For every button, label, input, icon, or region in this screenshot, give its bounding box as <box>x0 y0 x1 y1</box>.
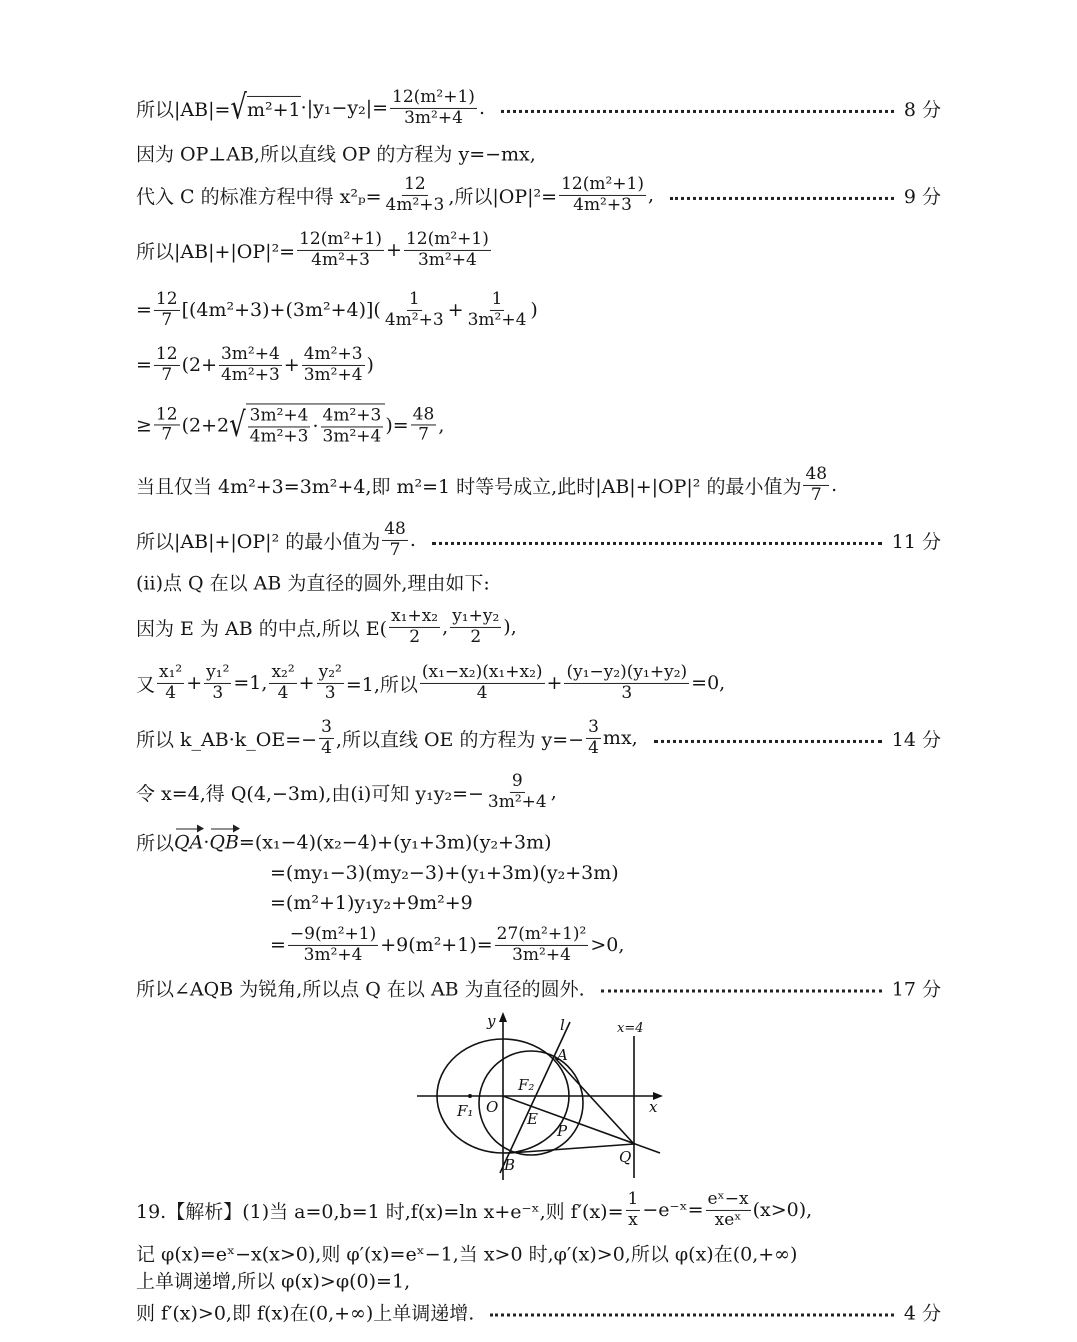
numerator: 12 <box>155 343 178 364</box>
numerator: 4m²+3 <box>322 405 382 426</box>
label-p: P <box>557 1122 568 1140</box>
math-text: , <box>550 781 557 803</box>
text-line <box>136 772 941 812</box>
math-text: , <box>647 184 655 206</box>
denominator: 4m²+3 <box>220 364 280 385</box>
math-text: m²+1 <box>247 98 301 121</box>
math-text: =1, <box>233 672 268 694</box>
numerator: 48 <box>412 403 435 424</box>
math-text: =(x₁−4)(x₂−4)+(y₁+3m)(y₂+3m) <box>238 831 552 853</box>
math-text: =0, <box>691 672 726 694</box>
text-line <box>136 520 941 560</box>
label-e: E <box>527 1110 538 1128</box>
math-text: + <box>447 299 464 321</box>
math-text: . <box>409 529 416 551</box>
denominator: 7 <box>161 364 173 385</box>
denominator: 3m²+4 <box>322 426 382 446</box>
math-text: , <box>438 414 445 436</box>
math-text: 又 <box>136 673 156 696</box>
fraction <box>389 607 440 647</box>
math-text: >0, <box>590 934 625 956</box>
denominator: 4 <box>165 682 177 703</box>
text-line <box>136 230 941 270</box>
math-text: )= <box>385 414 409 436</box>
denominator: 3 <box>212 682 224 703</box>
dot-leader <box>501 110 894 113</box>
fraction <box>317 663 344 703</box>
numerator: 27(m²+1)² <box>496 923 587 944</box>
numerator: −9(m²+1) <box>289 923 377 944</box>
math-text: 当且仅当 4m²+3=3m²+4,即 m²=1 时等号成立,此时|AB|+|OP|² 的最小值为 <box>136 475 802 498</box>
denominator: 7 <box>389 539 401 560</box>
label-q: Q <box>619 1148 632 1166</box>
fraction <box>390 88 477 128</box>
denominator: 4m²+3 <box>385 194 445 215</box>
numerator: 12(m²+1) <box>299 228 383 249</box>
numerator: 3m²+4 <box>249 405 309 426</box>
math-text: ,所以|OP|²= <box>448 185 558 208</box>
fraction <box>154 290 180 330</box>
label-b: B <box>504 1156 516 1174</box>
math-text: = <box>136 354 152 376</box>
math-text: 记 φ(x)=eˣ−x(x>0),则 φ′(x)=eˣ−1,当 x>0 时,φ′(x)>0,所以 φ(x)在(0,+∞) <box>136 1243 798 1266</box>
math-text: 因为 OP⊥AB,所以直线 OP 的方程为 y=−mx, <box>136 143 536 166</box>
denominator: 4 <box>476 682 488 703</box>
numerator: 12(m²+1) <box>405 228 489 249</box>
fraction <box>154 405 180 445</box>
fraction <box>564 663 689 703</box>
fraction <box>586 718 601 758</box>
dot-leader <box>654 740 882 743</box>
numerator: x₁² <box>159 661 183 682</box>
denominator: 3m²+4 <box>467 309 527 330</box>
math-text: 所以|AB|= <box>136 98 231 121</box>
fraction <box>297 230 384 270</box>
fraction <box>420 663 545 703</box>
fraction <box>382 520 408 560</box>
numerator: (x₁−x₂)(x₁+x₂) <box>421 661 543 682</box>
text-line <box>136 1267 941 1294</box>
numerator: 3 <box>588 716 599 737</box>
math-text: [(4m²+3)+(3m²+4)]( <box>181 299 381 321</box>
text-line <box>136 88 941 128</box>
dot-leader <box>490 1314 894 1317</box>
math-text: 因为 E 为 AB 的中点,所以 E( <box>136 617 388 640</box>
fraction <box>384 175 447 215</box>
fraction <box>559 175 646 215</box>
math-text: =(my₁−3)(my₂−3)+(y₁+3m)(y₂+3m) <box>270 862 619 884</box>
math-text: . <box>831 474 838 496</box>
text-line <box>136 1299 941 1326</box>
math-text: ) <box>366 354 374 376</box>
denominator: 4m²+3 <box>573 194 632 215</box>
fraction <box>404 230 491 270</box>
numerator: y₁² <box>206 661 230 682</box>
denominator: 4 <box>277 682 289 703</box>
numerator: 3m²+4 <box>220 343 280 364</box>
numerator: (y₁−y₂)(y₁+y₂) <box>566 661 688 682</box>
fraction <box>319 718 334 758</box>
math-text: · <box>203 831 210 853</box>
focus-f1-dot <box>468 1094 472 1098</box>
score-label: 14 分 <box>891 728 941 751</box>
math-text: + <box>546 672 563 694</box>
denominator: 2 <box>470 626 482 647</box>
fraction <box>302 345 365 385</box>
math-text: · <box>312 415 319 438</box>
denominator: 7 <box>810 484 822 505</box>
text-line <box>136 140 941 167</box>
math-text: 上单调递增,所以 φ(x)>φ(0)=1, <box>136 1270 411 1293</box>
numerator: x₂² <box>271 661 295 682</box>
ellipse-circle-diagram <box>405 1010 675 1190</box>
fraction <box>803 465 829 505</box>
label-f1: F₁ <box>457 1102 474 1120</box>
numerator: 1 <box>627 1188 639 1209</box>
math-text: ·|y₁−y₂|= <box>300 97 389 119</box>
radical-sign-icon: √ <box>229 405 246 445</box>
math-text: ≥ <box>136 414 152 436</box>
math-text: 令 x=4,得 Q(4,−3m),由(ⅰ)可知 y₁y₂=− <box>136 782 484 805</box>
numerator: 1 <box>491 288 503 309</box>
y-axis-arrow-icon <box>499 1012 507 1022</box>
denominator: 3 <box>621 682 633 703</box>
denominator: 3m²+4 <box>417 249 477 270</box>
numerator: y₂² <box>318 661 342 682</box>
numerator: 3 <box>321 716 332 737</box>
math-text: mx, <box>602 727 638 749</box>
vector: QA <box>174 831 204 853</box>
math-text: 所以 k_AB·k_OE=− <box>136 728 318 751</box>
math-text: + <box>186 672 203 694</box>
denominator: 7 <box>161 424 173 445</box>
denominator: 7 <box>418 424 429 445</box>
math-text: =(m²+1)y₁y₂+9m²+9 <box>270 892 473 914</box>
fraction <box>269 663 296 703</box>
math-text: (2+2 <box>181 414 230 436</box>
radicand <box>247 96 301 121</box>
radicand <box>246 403 386 446</box>
numerator: eˣ−x <box>707 1188 749 1209</box>
math-text: . <box>478 97 485 119</box>
fraction <box>626 1190 641 1230</box>
fraction <box>321 406 384 446</box>
math-text: 所以|AB|+|OP|² 的最小值为 <box>136 530 381 553</box>
denominator: 4m²+3 <box>311 249 370 270</box>
denominator: 2 <box>409 626 421 647</box>
numerator: 4m²+3 <box>303 343 363 364</box>
math-text: (x>0), <box>752 1199 813 1221</box>
text-line <box>136 1240 941 1267</box>
text-line <box>136 975 941 1002</box>
fraction <box>204 663 231 703</box>
dot-leader <box>670 197 894 200</box>
numerator: 12 <box>155 288 178 309</box>
math-text: = <box>270 934 286 956</box>
line-l <box>500 1022 570 1173</box>
text-line <box>270 925 941 965</box>
score-label: 8 分 <box>903 98 941 121</box>
text-line <box>136 663 941 703</box>
fraction <box>706 1190 751 1230</box>
denominator: 4 <box>588 737 599 758</box>
label-y: y <box>487 1012 496 1030</box>
text-line <box>136 718 941 758</box>
math-text: ) <box>530 299 538 321</box>
math-text: = <box>136 299 152 321</box>
label-l: l <box>560 1016 565 1034</box>
math-text: 所以|AB|+|OP|²= <box>136 240 296 263</box>
fraction <box>450 607 501 647</box>
text-line <box>270 892 941 914</box>
math-text: 19.【解析】(1)当 a=0,b=1 时,f(x)=ln x+e⁻ˣ,则 f′(x)= <box>136 1200 624 1223</box>
math-text: 所以∠AQB 为锐角,所以点 Q 在以 AB 为直径的圆外. <box>136 978 585 1001</box>
denominator: 3m²+4 <box>303 944 363 965</box>
score-label: 17 分 <box>891 978 941 1001</box>
denominator: 3m²+4 <box>303 364 363 385</box>
numerator: 12(m²+1) <box>392 86 475 107</box>
numerator: 48 <box>805 463 828 484</box>
denominator: 4m²+3 <box>249 426 309 446</box>
denominator: 3m²+4 <box>404 107 463 128</box>
score-label: 9 分 <box>903 185 941 208</box>
math-text: ,所以直线 OE 的方程为 y=− <box>335 728 585 751</box>
fraction <box>495 925 589 965</box>
label-o: O <box>486 1098 499 1116</box>
numerator: 1 <box>408 288 420 309</box>
denominator: 3m²+4 <box>487 791 547 812</box>
fraction <box>466 290 529 330</box>
text-line <box>270 862 941 884</box>
fraction <box>411 405 437 445</box>
text-line <box>136 465 941 505</box>
fraction <box>157 663 184 703</box>
math-text: 则 f′(x)>0,即 f(x)在(0,+∞)上单调递增. <box>136 1302 475 1325</box>
vector: QB <box>209 831 239 853</box>
fraction <box>248 406 311 446</box>
fraction <box>486 772 549 812</box>
text-line <box>136 1190 941 1230</box>
numerator: x₁+x₂ <box>391 605 439 626</box>
text-line <box>136 175 941 215</box>
numerator: 9 <box>511 770 523 791</box>
denominator: xeˣ <box>714 1209 742 1230</box>
label-a: A <box>557 1046 568 1064</box>
math-text: =1,所以 <box>345 673 418 696</box>
text-line <box>136 829 941 856</box>
numerator: 12 <box>404 173 426 194</box>
label-x4: x=4 <box>617 1021 644 1036</box>
math-text: +9(m²+1)= <box>380 934 493 956</box>
numerator: 48 <box>384 518 406 539</box>
text-line <box>136 290 941 330</box>
math-text: −e⁻ˣ= <box>642 1199 704 1221</box>
square-root <box>229 403 385 446</box>
text-line <box>136 607 941 647</box>
text-line <box>136 569 941 596</box>
numerator: 12(m²+1) <box>561 173 644 194</box>
fraction <box>288 925 378 965</box>
denominator: 7 <box>161 309 173 330</box>
square-root <box>230 88 301 128</box>
label-x: x <box>649 1098 658 1116</box>
text-line <box>136 403 941 446</box>
text-line <box>136 345 941 385</box>
fraction <box>219 345 282 385</box>
math-text: 所以 <box>136 832 175 855</box>
score-label: 4 分 <box>903 1302 941 1325</box>
math-text: (ⅱ)点 Q 在以 AB 为直径的圆外,理由如下: <box>136 572 490 595</box>
math-text: ), <box>503 616 517 638</box>
dot-leader <box>432 542 882 545</box>
denominator: 3m²+4 <box>512 944 571 965</box>
dot-leader <box>601 990 882 993</box>
math-text: (2+ <box>181 354 217 376</box>
numerator: 12 <box>155 403 178 424</box>
math-text: , <box>442 616 449 638</box>
math-text: + <box>386 239 402 261</box>
denominator: 4 <box>321 737 332 758</box>
denominator: x <box>628 1209 638 1230</box>
math-text: + <box>283 354 300 376</box>
fraction <box>383 290 446 330</box>
radical-sign-icon: √ <box>230 88 247 128</box>
fraction <box>154 345 180 385</box>
score-label: 11 分 <box>891 530 941 553</box>
denominator: 3 <box>324 682 336 703</box>
denominator: 4m²+3 <box>384 309 444 330</box>
label-f2: F₂ <box>518 1076 535 1094</box>
math-text: 代入 C 的标准方程中得 x²ₚ= <box>136 185 382 208</box>
numerator: y₁+y₂ <box>452 605 500 626</box>
math-text: + <box>298 672 315 694</box>
